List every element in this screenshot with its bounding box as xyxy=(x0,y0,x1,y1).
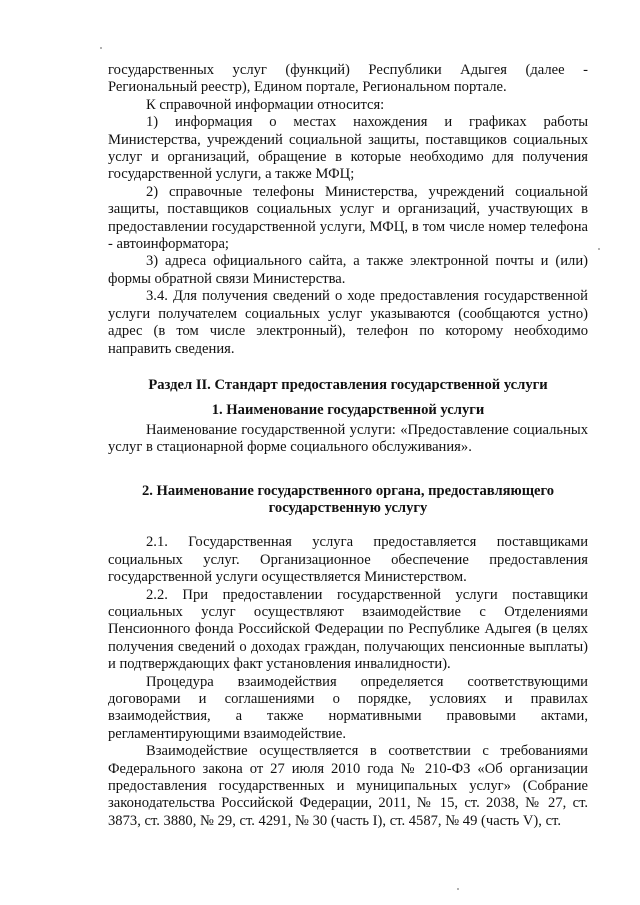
paragraph: Взаимодействие осуществляется в соответствии с требованиями Федерального закона от 27 июля 2010 года № 210-ФЗ «Об организации предоставления государственных и муниципальных услуг» (Собрание законодательства Российской Федерации, 2011, № 15, ст. 2038, № 27, ст. 3873, ст. 3880, № 29, ст. 4291, № 30 (часть I), ст. 4587, № 49 (часть V), ст. xyxy=(108,743,588,829)
paragraph: 3.4. Для получения сведений о ходе предоставления государственной услуги получателем социальных услуг указываются (сообщаются устно) адрес (в том числе электронный), телефон по которому необходимо направить сведения. xyxy=(108,288,588,357)
paragraph: 2.1. Государственная услуга предоставляется поставщиками социальных услуг. Организационное обеспечение предоставления государственной услуги осуществляется Министерством. xyxy=(108,534,588,586)
paragraph: 3) адреса официального сайта, а также электронной почты и (или) формы обратной связи Министерства. xyxy=(108,253,588,287)
paragraph: государственных услуг (функций) Республики Адыгея (далее - Региональный реестр), Едином портале, Региональном портале. xyxy=(108,62,588,96)
paragraph: Процедура взаимодействия определяется соответствующими договорами и соглашениями о порядке, условиях и правилах взаимодействия, а также нормативными правовыми актами, регламентирующими взаимодействие. xyxy=(108,673,588,742)
scan-speck xyxy=(457,888,459,890)
subsection-body xyxy=(108,534,588,830)
subsection-title xyxy=(108,483,588,518)
subsection-title-line: государственную услугу xyxy=(268,499,428,516)
scan-speck xyxy=(598,248,600,250)
paragraph: 2) справочные телефоны Министерства, учреждений социальной защиты, поставщиков социальных услуг и организаций, участвующих в предоставлении государственной услуги, МФЦ, в том числе номер телефона - автоинформатора; xyxy=(108,183,588,253)
paragraph: Наименование государственной услуги: «Предоставление социальных услуг в стационарной форме социального обслуживания». xyxy=(108,421,588,456)
intro-block xyxy=(108,62,588,358)
scan-speck xyxy=(100,47,102,49)
subsection-title: 1. Наименование государственной услуги xyxy=(211,402,485,419)
paragraph: 1) информация о местах нахождения и графиках работы Министерства, учреждений социальной защиты, поставщиков социальных услуг и организаций, обращение в которые необходимо для получения государственной услуги, а также МФЦ; xyxy=(108,114,588,183)
subsection-title-line: 2. Наименование государственного органа, предоставляющего xyxy=(141,482,555,499)
section-title: Раздел II. Стандарт предоставления государственной услуги xyxy=(148,376,548,393)
paragraph: К справочной информации относится: xyxy=(146,96,385,113)
paragraph: 2.2. При предоставлении государственной услуги поставщики социальных услуг осуществляют взаимодействие с Отделениями Пенсионного фонда Российской Федерации по Республике Адыгея (в целях получения сведений о доходах граждан, получающих пенсионные выплаты) и подтверждающих факт установления инвалидности). xyxy=(108,586,588,673)
